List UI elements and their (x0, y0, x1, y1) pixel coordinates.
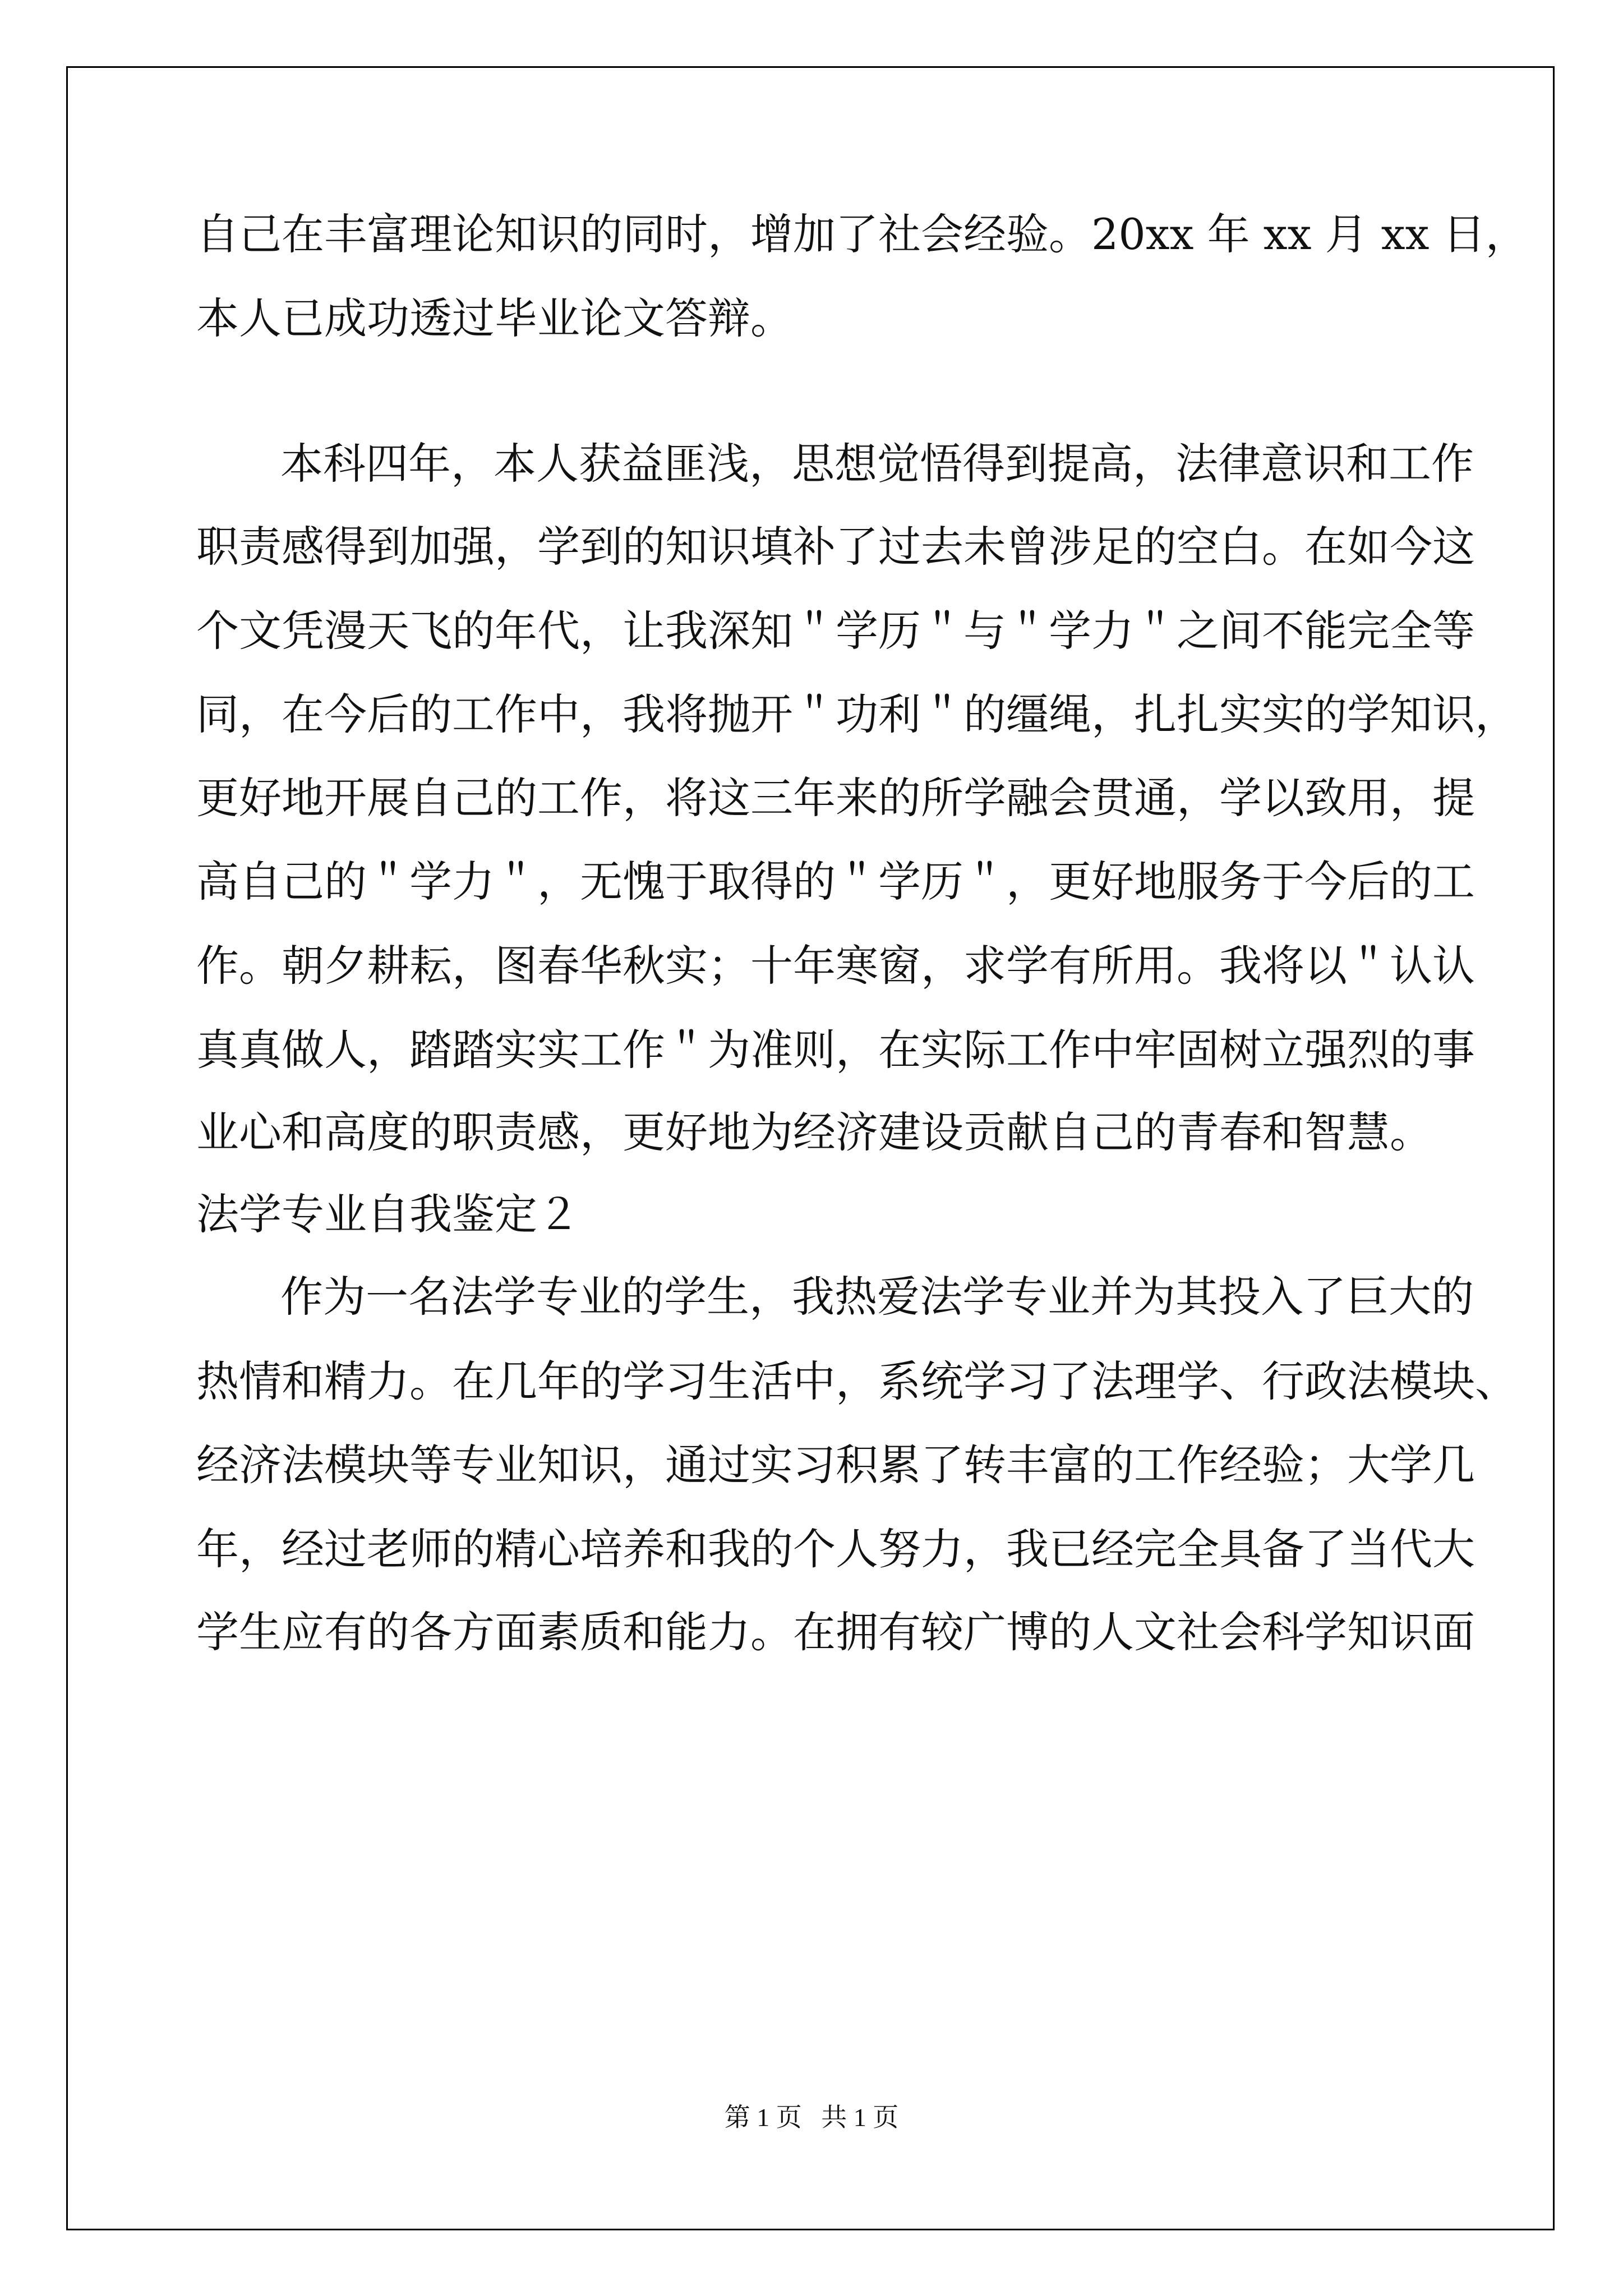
text-line: 本人已成功透过毕业论文答辩。 (196, 293, 793, 343)
paragraph-start: 本科四年，本人获益匪浅，思想觉悟得到提高，法律意识和工作 (280, 439, 1474, 489)
text-line: 热情和精力。在几年的学习生活中，系统学习了法理学、行政法模块、 (196, 1356, 1518, 1406)
text-line: 自己在丰富理论知识的同时，增加了社会经验。20xx 年 xx 月 xx 日， (196, 209, 1528, 259)
text-line: 同，在今后的工作中，我将抛开＂功利＂的缰绳，扎扎实实的学知识， (196, 689, 1518, 739)
page-footer: 第 1 页 共 1 页 (724, 2103, 899, 2132)
text-line: 高自己的＂学力＂，无愧于取得的＂学历＂，更好地服务于今后的工 (196, 857, 1475, 907)
text-line: 作。朝夕耕耘，图春华秋实；十年寒窗，求学有所用。我将以＂认认 (196, 941, 1475, 991)
paragraph-start: 作为一名法学专业的学生，我热爱法学专业并为其投入了巨大的 (280, 1272, 1474, 1322)
text-line: 学生应有的各方面素质和能力。在拥有较广博的人文社会科学知识面 (196, 1607, 1475, 1657)
text-line: 经济法模块等专业知识，通过实习积累了转丰富的工作经验；大学几 (196, 1440, 1475, 1490)
text-line: 真真做人，踏踏实实工作＂为准则，在实际工作中牢固树立强烈的事 (196, 1025, 1475, 1075)
text-line: 更好地开展自己的工作，将这三年来的所学融会贯通，学以致用，提 (196, 773, 1475, 823)
section-heading: 法学专业自我鉴定２ (196, 1189, 580, 1239)
text-line: 业心和高度的职责感，更好地为经济建设贡献自己的青春和智慧。 (196, 1107, 1432, 1157)
text-line: 职责感得到加强，学到的知识填补了过去未曾涉足的空白。在如今这 (196, 522, 1475, 572)
text-line: 个文凭漫天飞的年代，让我深知＂学历＂与＂学力＂之间不能完全等 (196, 606, 1475, 656)
text-line: 年，经过老师的精心培养和我的个人努力，我已经完全具备了当代大 (196, 1524, 1475, 1574)
